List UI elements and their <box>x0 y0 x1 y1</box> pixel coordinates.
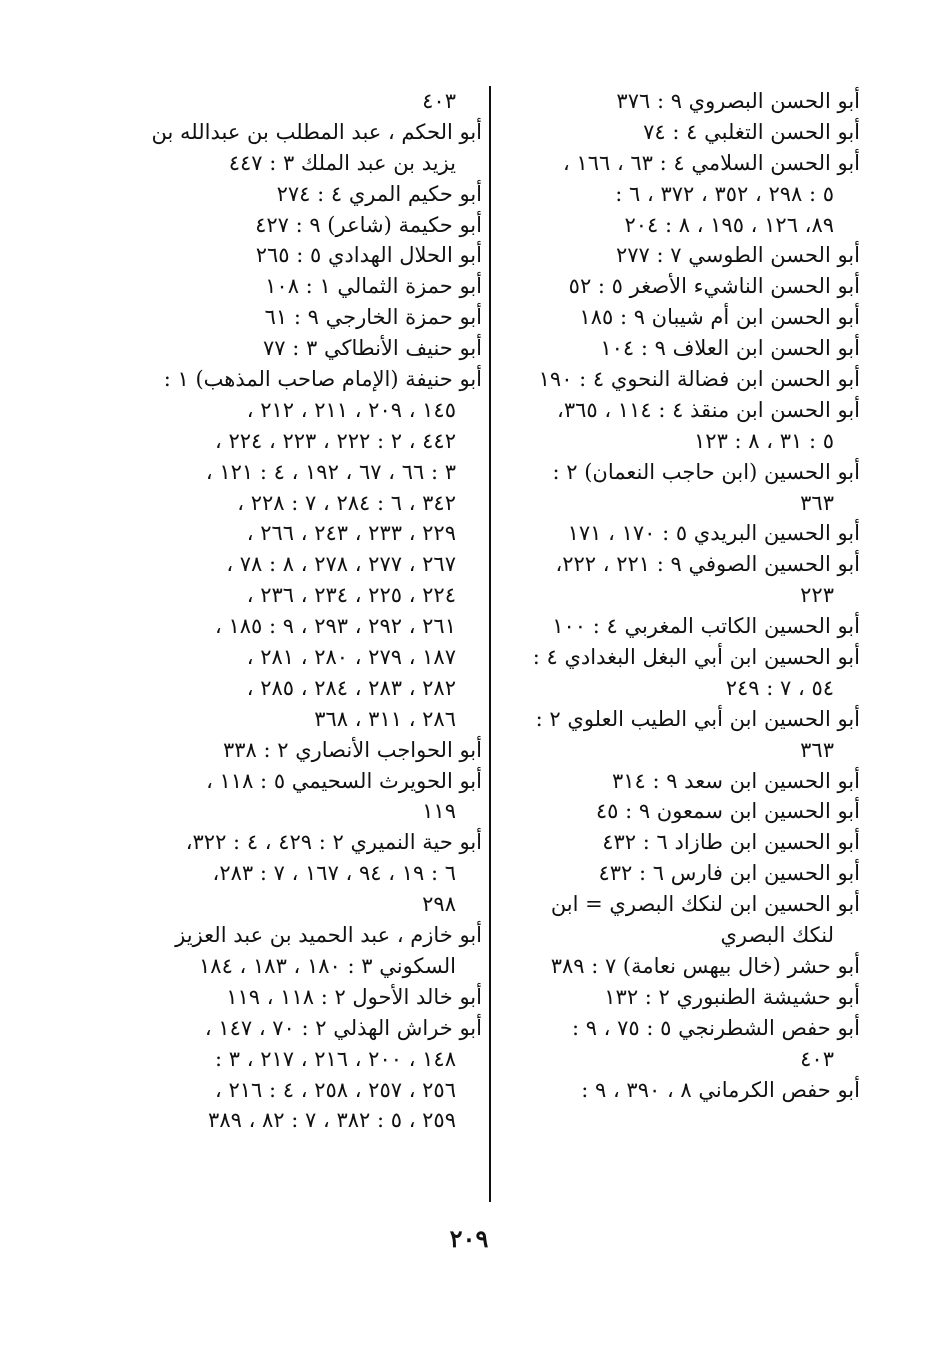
page-number: ٢٠٩ <box>449 1224 489 1253</box>
index-entry-line: أبو الحسين (ابن حاجب النعمان) ٢ : <box>552 459 860 484</box>
index-entry-line: أبو حنيفة (الإمام صاحب المذهب) ١ : <box>163 367 482 392</box>
index-entry-line: أبو حنيف الأنطاكي ٣ : ٧٧ <box>262 336 482 361</box>
index-entry-line: أبو حمزة الخارجي ٩ : ٦١ <box>264 305 482 330</box>
index-continuation-line: ٣٦٣ <box>800 737 834 762</box>
index-continuation-line: ٣ : ٦٦ ، ٦٧ ، ١٩٢ ، ٤ : ١٢١ ، <box>205 459 456 484</box>
index-continuation-line: لنكك البصري <box>720 923 834 948</box>
index-continuation-line: ٨٩، ١٢٦ ، ١٩٥ ، ٨ : ٢٠٤ <box>624 212 834 237</box>
column-divider <box>489 86 491 1202</box>
index-continuation-line: ٦ : ١٩ ، ٩٤ ، ١٦٧ ، ٧ : ٢٨٣، <box>212 861 456 886</box>
index-entry-line: أبو الحسن السلامي ٤ : ٦٣ ، ١٦٦ ، <box>562 150 860 175</box>
index-entry-line: أبو حكيم المري ٤ : ٢٧٤ <box>276 181 482 206</box>
index-entry-line: أبو الحواجب الأنصاري ٢ : ٣٣٨ <box>222 737 482 762</box>
index-entry-line: أبو الحسين ابن سعد ٩ : ٣١٤ <box>611 768 860 793</box>
index-continuation-line: ٢٥٦ ، ٢٥٧ ، ٢٥٨ ، ٤ : ٢١٦ ، <box>215 1077 456 1102</box>
index-continuation-line: يزيد بن عبد الملك ٣ : ٤٤٧ <box>228 150 456 175</box>
index-continuation-line: ٢٨٢ ، ٢٨٣ ، ٢٨٤ ، ٢٨٥ ، <box>246 675 456 700</box>
index-entry-line: أبو الحسين البريدي ٥ : ١٧٠ ، ١٧١ <box>567 521 860 546</box>
index-continuation-line: ١٤٨ ، ٢٠٠ ، ٢١٦ ، ٢١٧ ، ٣ : <box>215 1046 456 1071</box>
index-entry-line: أبو الحسن ابن العلاف ٩ : ١٠٤ <box>600 336 860 361</box>
index-entry-line: أبو الحسين ابن طازاد ٦ : ٤٣٢ <box>602 830 860 855</box>
index-entry-line: أبو الحسن ابن أم شيبان ٩ : ١٨٥ <box>579 305 860 330</box>
index-entry-line: أبو خالد الأحول ٢ : ١١٨ ، ١١٩ <box>226 984 482 1009</box>
index-entry-line: أبو الحلال الهدادي ٥ : ٢٦٥ <box>255 243 482 268</box>
index-continuation-line: ٢٥٩ ، ٥ : ٣٨٢ ، ٧ : ٨٢ ، ٣٨٩ <box>208 1108 456 1133</box>
index-entry-line: أبو الحسن ابن منقذ ٤ : ١١٤ ، ٣٦٥، <box>557 397 860 422</box>
index-entry-line: أبو الحسين ابن أبي الطيب العلوي ٢ : <box>535 706 860 731</box>
index-continuation-line: ٤٠٣ <box>800 1046 834 1071</box>
index-entry-line: أبو الحكم ، عبد المطلب بن عبدالله بن <box>151 119 482 144</box>
index-continuation-line: ٢٩٨ <box>422 892 456 917</box>
index-entry-line: أبو الحسن البصروي ٩ : ٣٧٦ <box>616 89 860 113</box>
index-continuation-line: ٥ : ٢٩٨ ، ٣٥٢ ، ٣٧٢ ، ٦ : <box>615 181 834 206</box>
index-entry-line: أبو الحسن التغلبي ٤ : ٧٤ <box>643 119 860 144</box>
index-column-left <box>120 86 482 1136</box>
index-continuation-line: ٢٢٩ ، ٢٣٣ ، ٢٤٣ ، ٢٦٦ ، <box>246 521 456 546</box>
index-entry-line: أبو خازم ، عبد الحميد بن عبد العزيز <box>175 923 482 948</box>
index-continuation-line: ٢٢٣ <box>800 583 834 608</box>
index-entry-line: أبو حشر (خال بيهس نعامة) ٧ : ٣٨٩ <box>550 953 860 978</box>
index-continuation-line: ٢٨٦ ، ٣١١ ، ٣٦٨ <box>314 706 456 731</box>
index-entry-line: أبو الحسن ابن فضالة النحوي ٤ : ١٩٠ <box>538 367 860 392</box>
index-continuation-line: ٣٦٣ <box>800 490 834 515</box>
index-entry-line: أبو حفص الكرماني ٨ ، ٣٩٠ ، ٩ : <box>581 1077 860 1102</box>
index-entry-line: أبو حفص الشطرنجي ٥ : ٧٥ ، ٩ : <box>571 1015 860 1040</box>
index-continuation-line: ٤٠٣ <box>422 89 456 113</box>
index-continuation-line: ١١٩ <box>422 799 456 824</box>
index-continuation-line: ١٨٧ ، ٢٧٩ ، ٢٨٠ ، ٢٨١ ، <box>246 645 456 670</box>
index-entry-line: أبو الحسن الطوسي ٧ : ٢٧٧ <box>615 243 860 268</box>
index-entry-line: أبو حكيمة (شاعر) ٩ : ٤٢٧ <box>255 212 482 237</box>
index-entry-line: أبو حشيشة الطنبوري ٢ : ١٣٢ <box>604 984 860 1009</box>
index-entry-line: أبو خراش الهذلي ٢ : ٧٠ ، ١٤٧ ، <box>204 1015 482 1040</box>
index-entry-line: أبو الحسين ابن فارس ٦ : ٤٣٢ <box>598 861 860 886</box>
index-continuation-line: السكوني ٣ : ١٨٠ ، ١٨٣ ، ١٨٤ <box>199 953 456 978</box>
index-column-right <box>508 86 860 1105</box>
index-entry-line: أبو الحويرث السحيمي ٥ : ١١٨ ، <box>206 768 482 793</box>
index-entry-line: أبو الحسن الناشيء الأصغر ٥ : ٥٢ <box>568 274 860 299</box>
index-entry-line: أبو الحسين ابن أبي البغل البغدادي ٤ : <box>532 645 860 670</box>
index-continuation-line: ٣٤٢ ، ٦ : ٢٨٤ ، ٧ : ٢٢٨ ، <box>237 490 456 515</box>
index-continuation-line: ٢٦٧ ، ٢٧٧ ، ٢٧٨ ، ٨ : ٧٨ ، <box>226 552 456 577</box>
index-continuation-line: ٤٤٢ ، ٢ : ٢٢٢ ، ٢٢٣ ، ٢٢٤ ، <box>215 428 456 453</box>
index-continuation-line: ٥ : ٣١ ، ٨ : ١٢٣ <box>694 428 834 453</box>
index-continuation-line: ١٤٥ ، ٢٠٩ ، ٢١١ ، ٢١٢ ، <box>246 397 456 422</box>
index-continuation-line: ٢٢٤ ، ٢٢٥ ، ٢٣٤ ، ٢٣٦ ، <box>246 583 456 608</box>
index-entry-line: أبو حية النميري ٢ : ٤٢٩ ، ٤ : ٣٢٢، <box>185 830 482 855</box>
index-continuation-line: ٢٦١ ، ٢٩٢ ، ٢٩٣ ، ٩ : ١٨٥ ، <box>215 614 456 639</box>
index-continuation-line: ٥٤ ، ٧ : ٢٤٩ <box>725 675 834 700</box>
index-entry-line: أبو الحسين الكاتب المغربي ٤ : ١٠٠ <box>552 614 860 639</box>
index-entry-line: أبو الحسين ابن لنكك البصري = ابن <box>550 892 860 917</box>
index-entry-line: أبو الحسين ابن سمعون ٩ : ٤٥ <box>595 799 860 824</box>
index-entry-line: أبو حمزة الثمالي ١ : ١٠٨ <box>265 274 482 299</box>
index-entry-line: أبو الحسين الصوفي ٩ : ٢٢١ ، ٢٢٢، <box>555 552 860 577</box>
